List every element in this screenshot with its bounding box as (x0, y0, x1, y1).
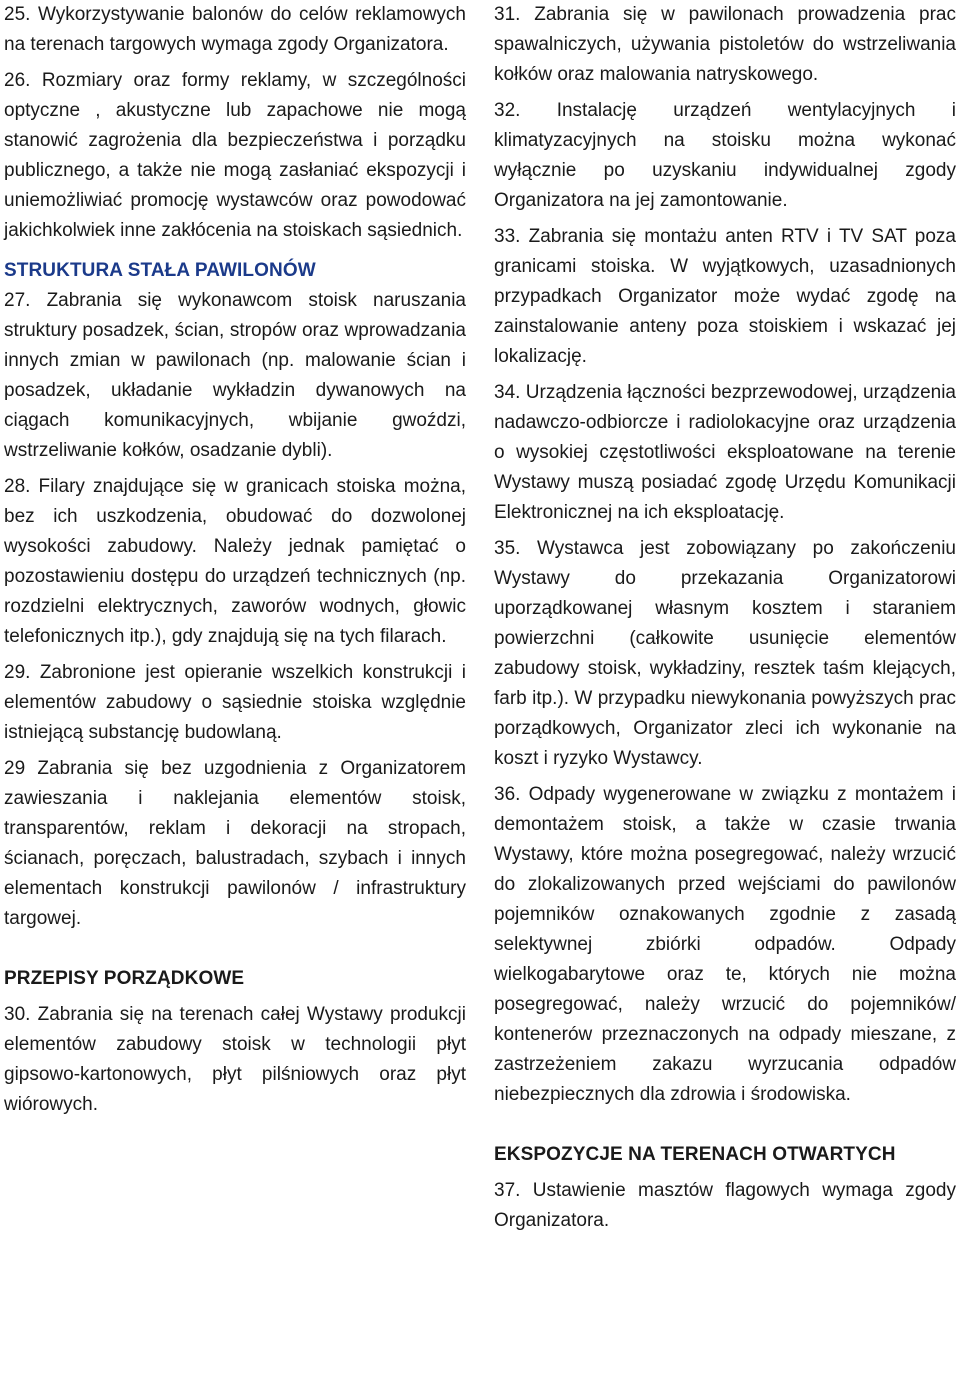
section-heading-ekspozycje: EKSPOZYCJE NA TERENACH OTWARTYCH (494, 1144, 896, 1165)
paragraph-26: 26. Rozmiary oraz formy reklamy, w szczególności optyczne , akustyczne lub zapachowe nie mogą stanowić zagrożenia dla bezpieczeństwa i porządku publicznego, a także nie mogą zasłaniać ekspozycji i uniemożliwiać promocję wystawców oraz powodować jakichkolwiek inne zakłócenia na stoiskach sąsiednich. (4, 70, 466, 241)
paragraph-33: 33. Zabrania się montażu anten RTV i TV SAT poza granicami stoiska. W wyjątkowych, uzasadnionych przypadkach Organizator może wydać zgodę na zainstalowanie anteny poza stoiskiem i wskazać jej lokalizację. (494, 226, 956, 367)
paragraph-28: 28. Filary znajdujące się w granicach stoiska można, bez ich uszkodzenia, obudować do dozwolonej wysokości zabudowy. Należy jednak pamiętać o pozostawieniu dostępu do urządzeń technicznych (np. rozdzielni elektrycznych, zaworów wodnych, głowic telefonicznych itp.), gdy znajdują się na tych filarach. (4, 476, 466, 647)
paragraph-35: 35. Wystawca jest zobowiązany po zakończeniu Wystawy do przekazania Organizatorowi uporządkowanej własnym kosztem i staraniem powierzchni (całkowite usunięcie elementów zabudowy stoisk, wykładziny, resztek taśm klejących, farb itp.). W przypadku niewykonania powyższych prac porządkowych, Organizator zleci ich wykonanie na koszt i ryzyko Wystawcy. (494, 538, 956, 769)
left-column (4, 0, 466, 1120)
paragraph-36: 36. Odpady wygenerowane w związku z montażem i demontażem stoisk, a także w czasie trwania Wystawy, które można posegregować, należy wrzucić do zlokalizowanych przed wejściami do pawilonów pojemników oznakowanych zgodnie z zasadą selektywnej zbiórki odpadów. Odpady wielkogabarytowe oraz te, których nie można posegregować, należy wrzucić do pojemników/ kontenerów przeznaczonych na odpady mieszane, z zastrzeżeniem zakazu wyrzucania odpadów niebezpiecznych dla zdrowia i środowiska. (494, 784, 956, 1105)
section-heading-struktura: STRUKTURA STAŁA PAWILONÓW (4, 260, 316, 281)
paragraph-29b: 29 Zabrania się bez uzgodnienia z Organizatorem zawieszania i naklejania elementów stoisk, transparentów, reklam i dekoracji na stropach, ścianach, poręczach, balustradach, szybach i innych elementach konstrukcji pawilonów / infrastruktury targowej. (4, 758, 466, 929)
paragraph-32: 32. Instalację urządzeń wentylacyjnych i klimatyzacyjnych na stoisku można wykonać wyłącznie po uzyskaniu indywidualnej zgody Organizatora na jej zamontowanie. (494, 100, 956, 211)
section-heading-przepisy: PRZEPISY PORZĄDKOWE (4, 968, 245, 989)
paragraph-27: 27. Zabrania się wykonawcom stoisk naruszania struktury posadzek, ścian, stropów oraz wprowadzania innych zmian w pawilonach (np. malowanie ścian i posadzek, układanie wykładzin dywanowych na ciągach komunikacyjnych, wbijanie gwoździ, wstrzeliwanie kołków, osadzanie dybli). (4, 290, 466, 461)
paragraph-25: 25. Wykorzystywanie balonów do celów reklamowych na terenach targowych wymaga zgody Organizatora. (4, 4, 466, 55)
paragraph-34: 34. Urządzenia łączności bezprzewodowej, urządzenia nadawczo-odbiorcze i radiolokacyjne oraz urządzenia o wysokiej częstotliwości eksploatowane na terenie Wystawy muszą posiadać zgodę Urzędu Komunikacji Elektronicznej na ich eksploatację. (494, 382, 956, 523)
paragraph-30: 30. Zabrania się na terenach całej Wystawy produkcji elementów zabudowy stoisk w technologii płyt gipsowo-kartonowych, płyt pilśniowych oraz płyt wiórowych. (4, 1004, 466, 1115)
paragraph-29a: 29. Zabronione jest opieranie wszelkich konstrukcji i elementów zabudowy o sąsiednie stoiska względnie istniejącą substancję budowlaną. (4, 662, 466, 743)
paragraph-37: 37. Ustawienie masztów flagowych wymaga zgody Organizatora. (494, 1180, 956, 1231)
paragraph-31: 31. Zabrania się w pawilonach prowadzenia prac spawalniczych, używania pistoletów do wstrzeliwania kołków oraz malowania natryskowego. (494, 4, 956, 85)
right-column (494, 0, 956, 1236)
